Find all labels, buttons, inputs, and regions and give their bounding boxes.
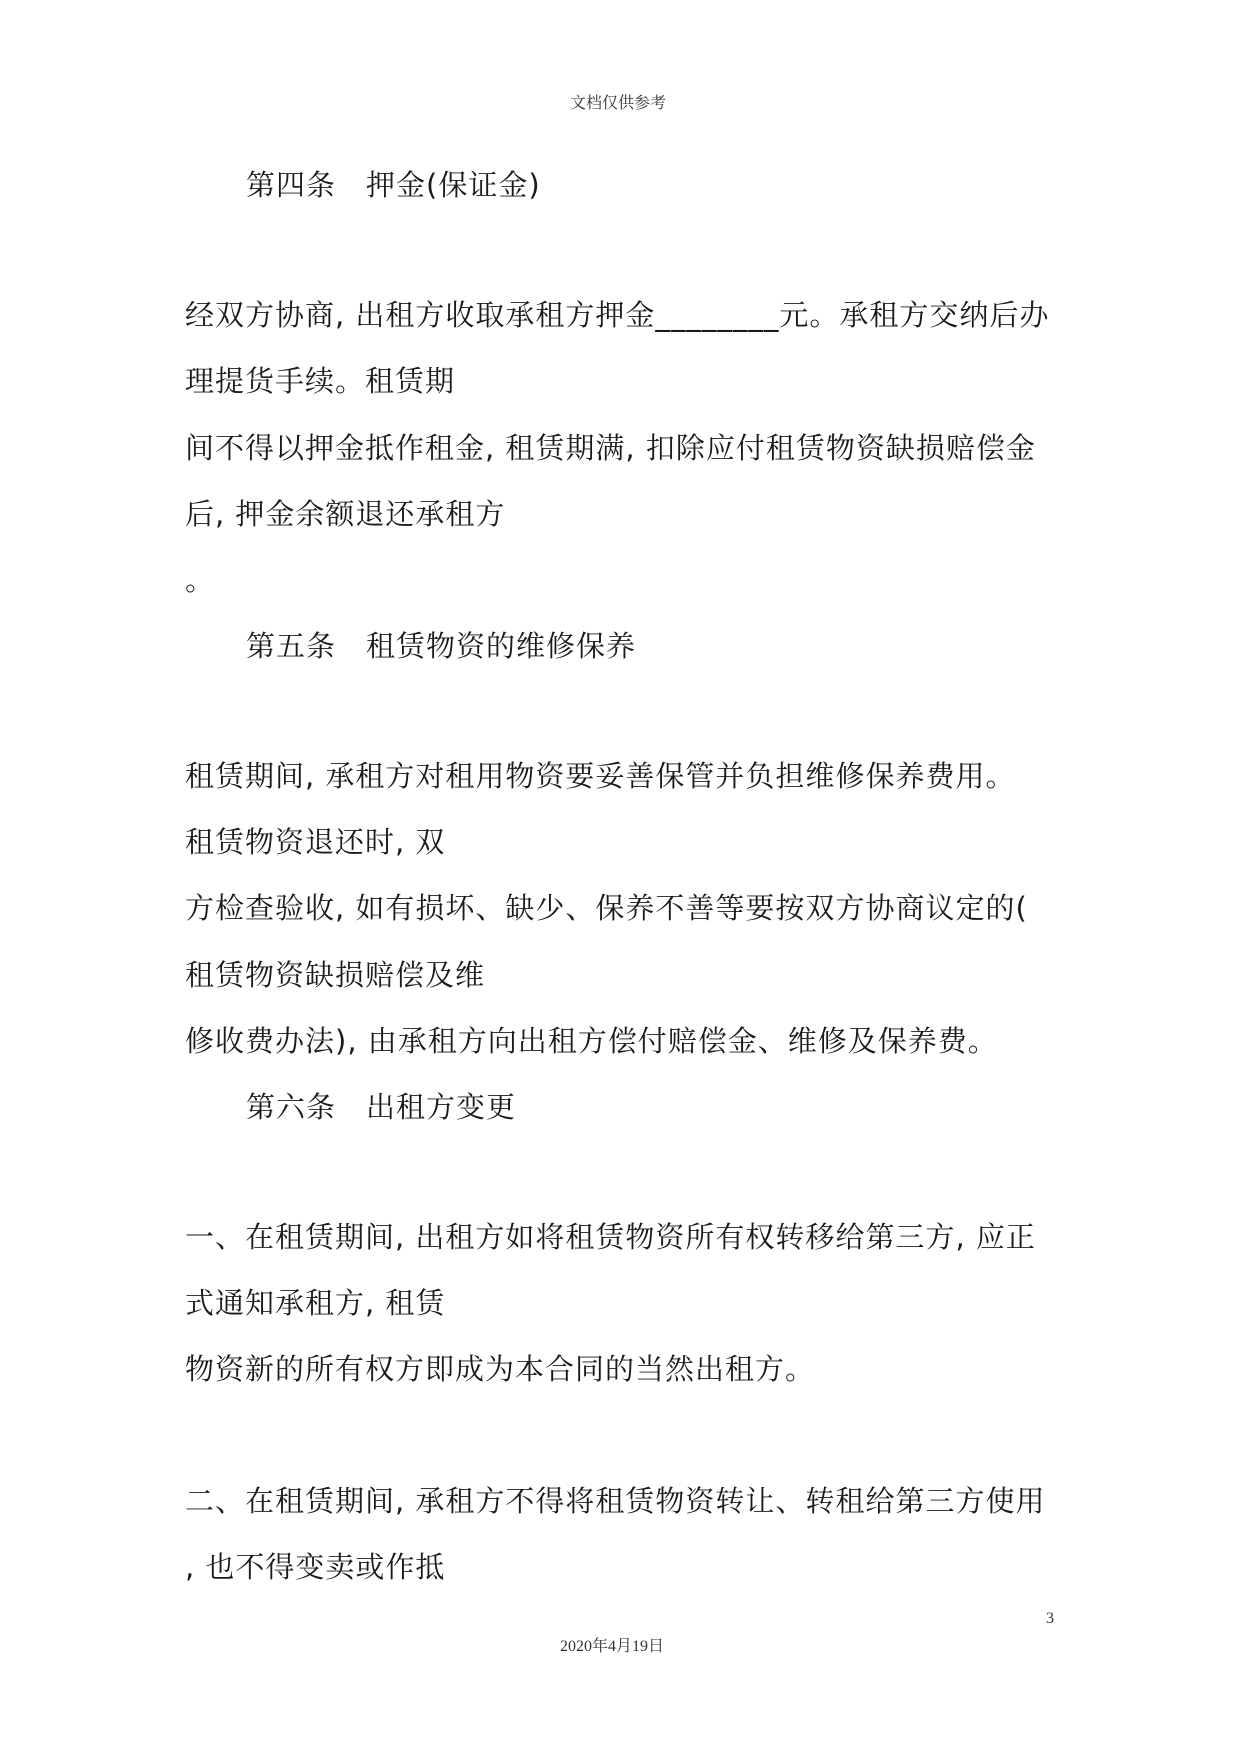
paragraph-line: 后, 押金余额退还承租方 <box>185 497 506 531</box>
page-header: 文档仅供参考 <box>570 95 667 112</box>
paragraph-line: 理提货手续。租赁期 <box>185 364 456 398</box>
paragraph-line: 租赁期间, 承租方对租用物资要妥善保管并负担维修保养费用。 <box>185 759 1016 793</box>
paragraph-line: 方检查验收, 如有损坏、缺少、保养不善等要按双方协商议定的( <box>185 891 1028 925</box>
paragraph-line: 二、在租赁期间, 承租方不得将租赁物资转让、转租给第三方使用 <box>185 1484 1046 1518</box>
paragraph-line: 租赁物资缺损赔偿及维 <box>185 958 486 992</box>
paragraph-line: 一、在租赁期间, 出租方如将租赁物资所有权转移给第三方, 应正 <box>185 1220 1036 1254</box>
paragraph-line: 经双方协商, 出租方收取承租方押金________元。承租方交纳后办 <box>185 298 1050 332</box>
paragraph-line: 修收费办法), 由承租方向出租方偿付赔偿金、维修及保养费。 <box>185 1024 998 1058</box>
paragraph-line: 。 <box>185 563 216 597</box>
page-number: 3 <box>1046 1610 1054 1627</box>
article-6-heading: 第六条 出租方变更 <box>246 1090 517 1124</box>
paragraph-line: 租赁物资退还时, 双 <box>185 825 446 859</box>
paragraph-line: , 也不得变卖或作抵 <box>185 1550 446 1584</box>
paragraph-line: 间不得以押金抵作租金, 租赁期满, 扣除应付租赁物资缺损赔偿金 <box>185 431 1036 465</box>
article-5-heading: 第五条 租赁物资的维修保养 <box>246 629 637 663</box>
footer-date: 2020年4月19日 <box>560 1638 665 1655</box>
paragraph-line: 物资新的所有权方即成为本合同的当然出租方。 <box>185 1352 816 1386</box>
paragraph-line: 式通知承租方, 租赁 <box>185 1286 446 1320</box>
article-4-heading: 第四条 押金(保证金) <box>246 168 541 202</box>
